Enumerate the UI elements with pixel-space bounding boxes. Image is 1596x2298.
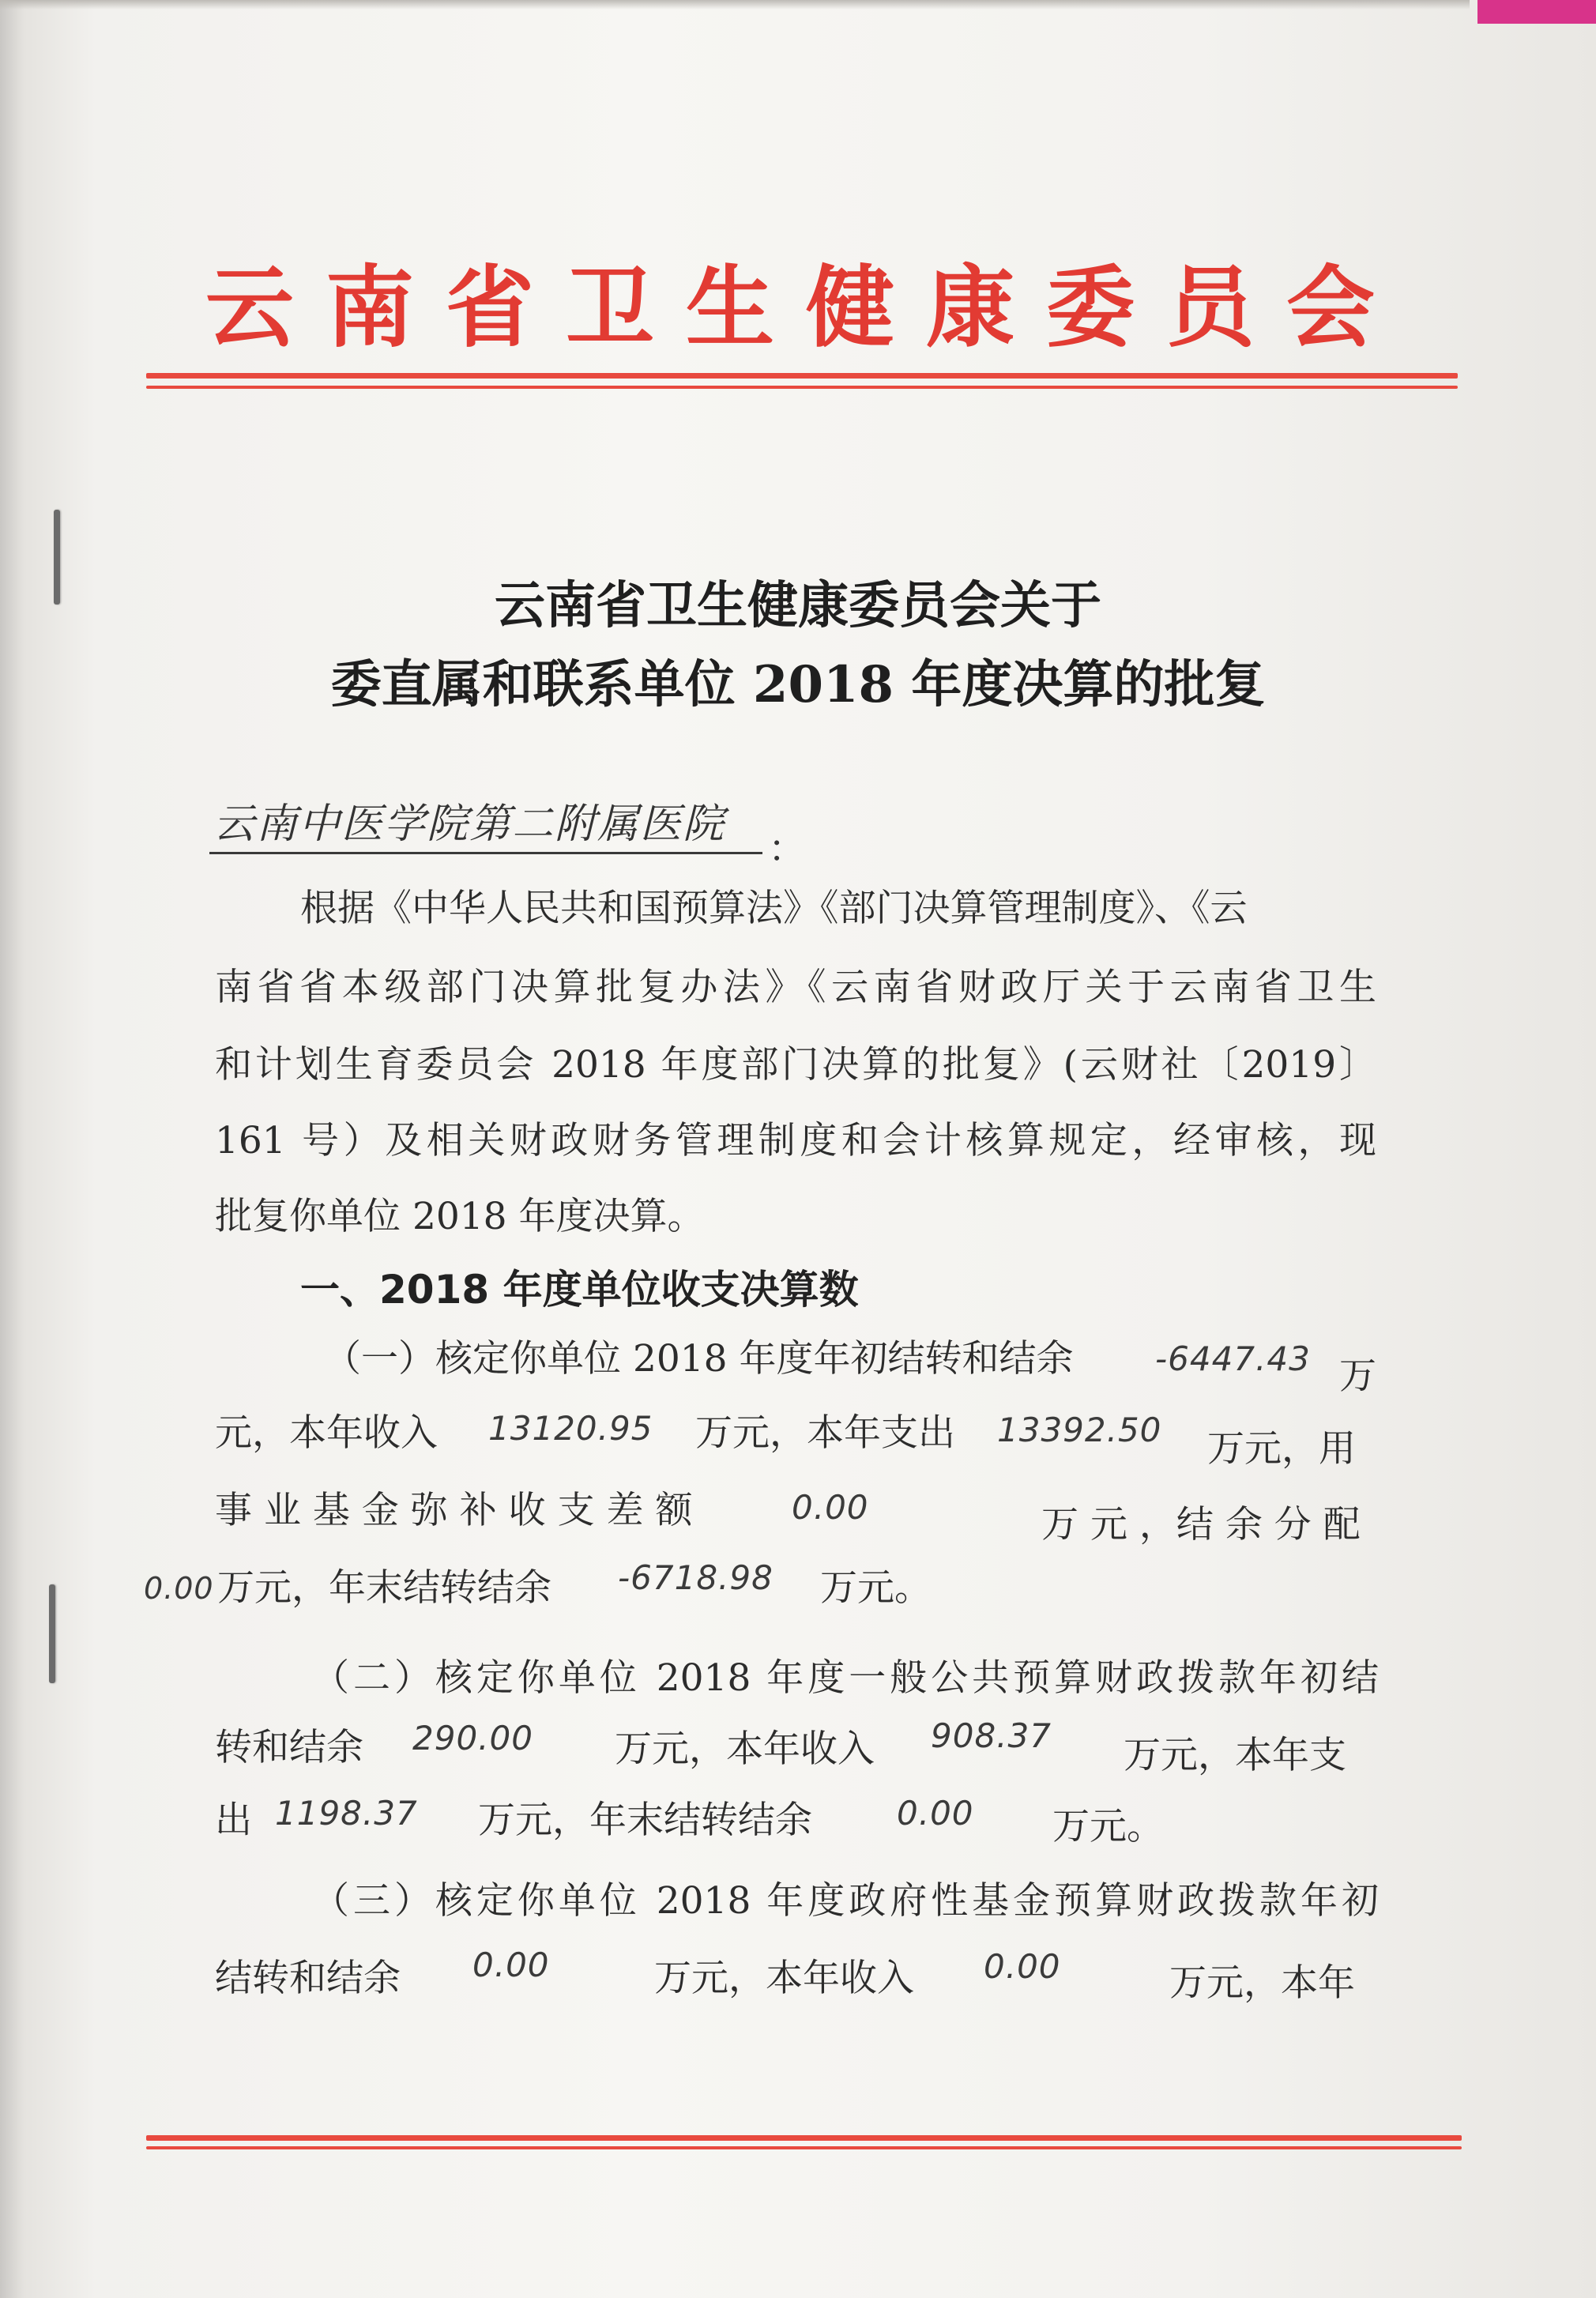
recipient-colon: ： (768, 827, 807, 871)
recipient-handwritten: 云南中医学院第二附属医院 (213, 801, 726, 848)
staple-top (54, 510, 60, 605)
footer-red-rule-thin (146, 2146, 1462, 2149)
item2-opening-balance: 290.00 (412, 1719, 533, 1757)
item3-opening-balance: 0.00 (472, 1946, 550, 1984)
item2-line-2-c: 万元，本年支 (1124, 1734, 1346, 1777)
item1-line-3-a: 事 业 基 金 弥 补 收 支 差 额 (215, 1489, 693, 1532)
recipient-underline (209, 852, 762, 854)
item1-line-2-b: 万元，本年支出 (695, 1411, 955, 1455)
letterhead-org-name: 云南省卫生健康委员会 (205, 256, 1406, 360)
intro-line-2: 南省省本级部门决算批复办法》《云南省财政厅关于云南省卫生 (215, 966, 1376, 1009)
item3-line-2-a: 结转和结余 (215, 1957, 401, 2000)
item2-line-2-b: 万元，本年收入 (615, 1727, 875, 1771)
item1-line-1-unit: 万 (1339, 1354, 1376, 1398)
item3-income: 0.00 (984, 1947, 1061, 1986)
item1-line-2-c: 万元，用 (1207, 1427, 1356, 1471)
item1-income: 13120.95 (488, 1409, 653, 1448)
intro-line-4: 161 号）及相关财政财务管理制度和会计核算规定，经审核，现 (215, 1119, 1376, 1162)
item1-line-2-a: 元，本年收入 (215, 1411, 438, 1455)
intro-line-3: 和计划生育委员会 2018 年度部门决算的批复》(云财社〔2019〕 (215, 1043, 1376, 1087)
section-1-heading: 一、2018 年度单位收支决算数 (300, 1267, 859, 1313)
page-top-edge-shadow (0, 0, 1470, 9)
intro-line-1: 根据《中华人民共和国预算法》《部门决算管理制度》、《云 (300, 887, 1248, 930)
item2-line-2-a: 转和结余 (215, 1726, 363, 1769)
item2-line-3-b: 万元，年末结转结余 (478, 1799, 812, 1842)
document-title-line-1: 云南省卫生健康委员会关于 (495, 576, 1101, 635)
item1-line-3-b: 万 元 ，结 余 分 配 (1041, 1503, 1361, 1546)
item1-line-1: （一）核定你单位 2018 年度年初结转和结余 (324, 1337, 1074, 1381)
item2-expenditure: 1198.37 (275, 1794, 418, 1833)
item1-surplus-allocation: 0.00 (144, 1571, 214, 1606)
item2-line-1: （二）核定你单位 2018 年度一般公共预算财政拨款年初结 (312, 1656, 1379, 1700)
item2-income: 908.37 (931, 1716, 1052, 1755)
item2-line-3-c: 万元。 (1052, 1805, 1164, 1848)
item3-line-2-b: 万元，本年收入 (654, 1957, 914, 2000)
item1-closing-balance: -6718.98 (618, 1558, 774, 1597)
item3-line-1: （三）核定你单位 2018 年度政府性基金预算财政拨款年初 (312, 1879, 1379, 1923)
item2-line-3-a: 出 (215, 1799, 252, 1842)
item1-line-4-a: 万元，年末结转结余 (217, 1566, 551, 1610)
item1-line-4-b: 万元。 (820, 1566, 932, 1610)
item2-closing-balance: 0.00 (897, 1794, 974, 1833)
intro-line-5: 批复你单位 2018 年度决算。 (215, 1195, 705, 1238)
letterhead-red-rule-thick (146, 373, 1458, 379)
document-title-line-2: 委直属和联系单位 2018 年度决算的批复 (330, 655, 1266, 714)
staple-bottom (49, 1584, 55, 1683)
footer-red-rule-thick (146, 2135, 1462, 2141)
item1-expenditure: 13392.50 (997, 1411, 1162, 1449)
item1-fund-offset: 0.00 (792, 1488, 869, 1527)
pink-paper-corner (1477, 0, 1596, 24)
item1-opening-balance: -6447.43 (1155, 1339, 1311, 1378)
letterhead-red-rule-thin (146, 386, 1458, 389)
item3-line-2-c: 万元，本年 (1169, 1961, 1355, 2005)
